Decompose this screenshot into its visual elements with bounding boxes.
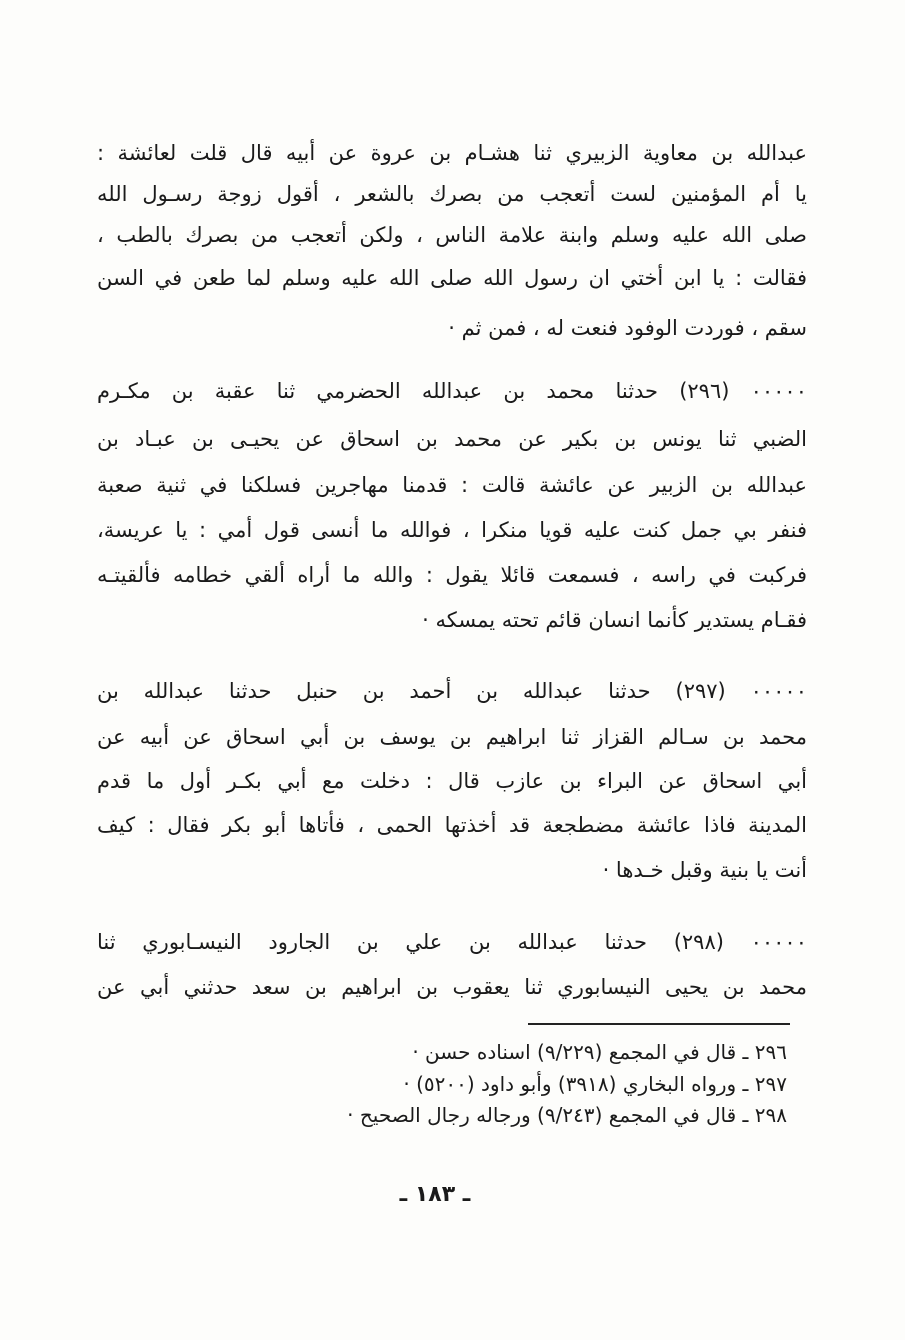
text-line: أبي اسحاق عن البراء بن عازب قال : دخلت مع أبي بكـر أول ما قدم [97,769,807,793]
text-line: المدينة فاذا عائشة مضطجعة قد أخذتها الحمى ، فأتاها أبو بكر فقال : كيف [97,813,807,837]
text-line: يا أم المؤمنين لست أتعجب من بصرك بالشعر ، أقول زوجة رسـول الله [97,182,807,206]
text-line: فقـام يستدير كأنما انسان قائم تحته يمسكه · [422,608,807,632]
text-line: سقم ، فوردت الوفود فنعت له ، فمن ثم · [448,316,807,340]
text-line: أنت يا بنية وقبل خـدها · [602,858,807,882]
footnote-divider [528,1023,790,1025]
text-line: الضبي ثنا يونس بن بكير عن محمد بن اسحاق عن يحيـى بن عبـاد بن [97,427,807,451]
text-line: عبدالله بن معاوية الزبيري ثنا هشـام بن عروة عن أبيه قال قلت لعائشة : [97,141,807,165]
hadith-298-heading-line: ٠٠٠٠٠ (٢٩٨) حدثنا عبدالله بن علي بن الجارود النيسـابوري ثنا [97,930,807,954]
text-line: محمد بن سـالم القزاز ثنا ابراهيم بن يوسف بن أبي اسحاق عن أبيه عن [97,725,807,749]
footnote-297: ٢٩٧ ـ ورواه البخاري (٣٩١٨) وأبو داود (٥٢٠٠) · [403,1072,787,1096]
footnote-298: ٢٩٨ ـ قال في المجمع (٩/٢٤٣) ورجاله رجال الصحيح · [347,1103,787,1127]
text-line: فركبت في راسه ، فسمعت قائلا يقول : والله ما أراه ألقي خطامه فألقيتـه [97,563,807,587]
footnote-296: ٢٩٦ ـ قال في المجمع (٩/٢٢٩) اسناده حسن · [412,1040,787,1064]
text-line: عبدالله بن الزبير عن عائشة قالت : قدمنا مهاجرين فسلكنا في ثنية صعبة [97,473,807,497]
hadith-297-heading-line: ٠٠٠٠٠ (٢٩٧) حدثنا عبدالله بن أحمد بن حنبل حدثنا عبدالله بن [97,679,807,703]
hadith-296-heading-line: ٠٠٠٠٠ (٢٩٦) حدثنا محمد بن عبدالله الحضرمي ثنا عقبة بن مكـرم [97,379,807,403]
text-line: محمد بن يحيى النيسابوري ثنا يعقوب بن ابراهيم بن سعد حدثني أبي عن [97,975,807,999]
text-line: فنفر بي جمل كنت عليه قويا منكرا ، فوالله ما أنسى قول أمي : يا عريسة، [97,518,807,542]
page-number: ـ ١٨٣ ـ [399,1182,471,1207]
text-line: صلى الله عليه وسلم وابنة علامة الناس ، ولكن أتعجب من بصرك بالطب ، [97,223,807,247]
text-line: فقالت : يا ابن أختي ان رسول الله صلى الله عليه وسلم لما طعن في السن [97,266,807,290]
